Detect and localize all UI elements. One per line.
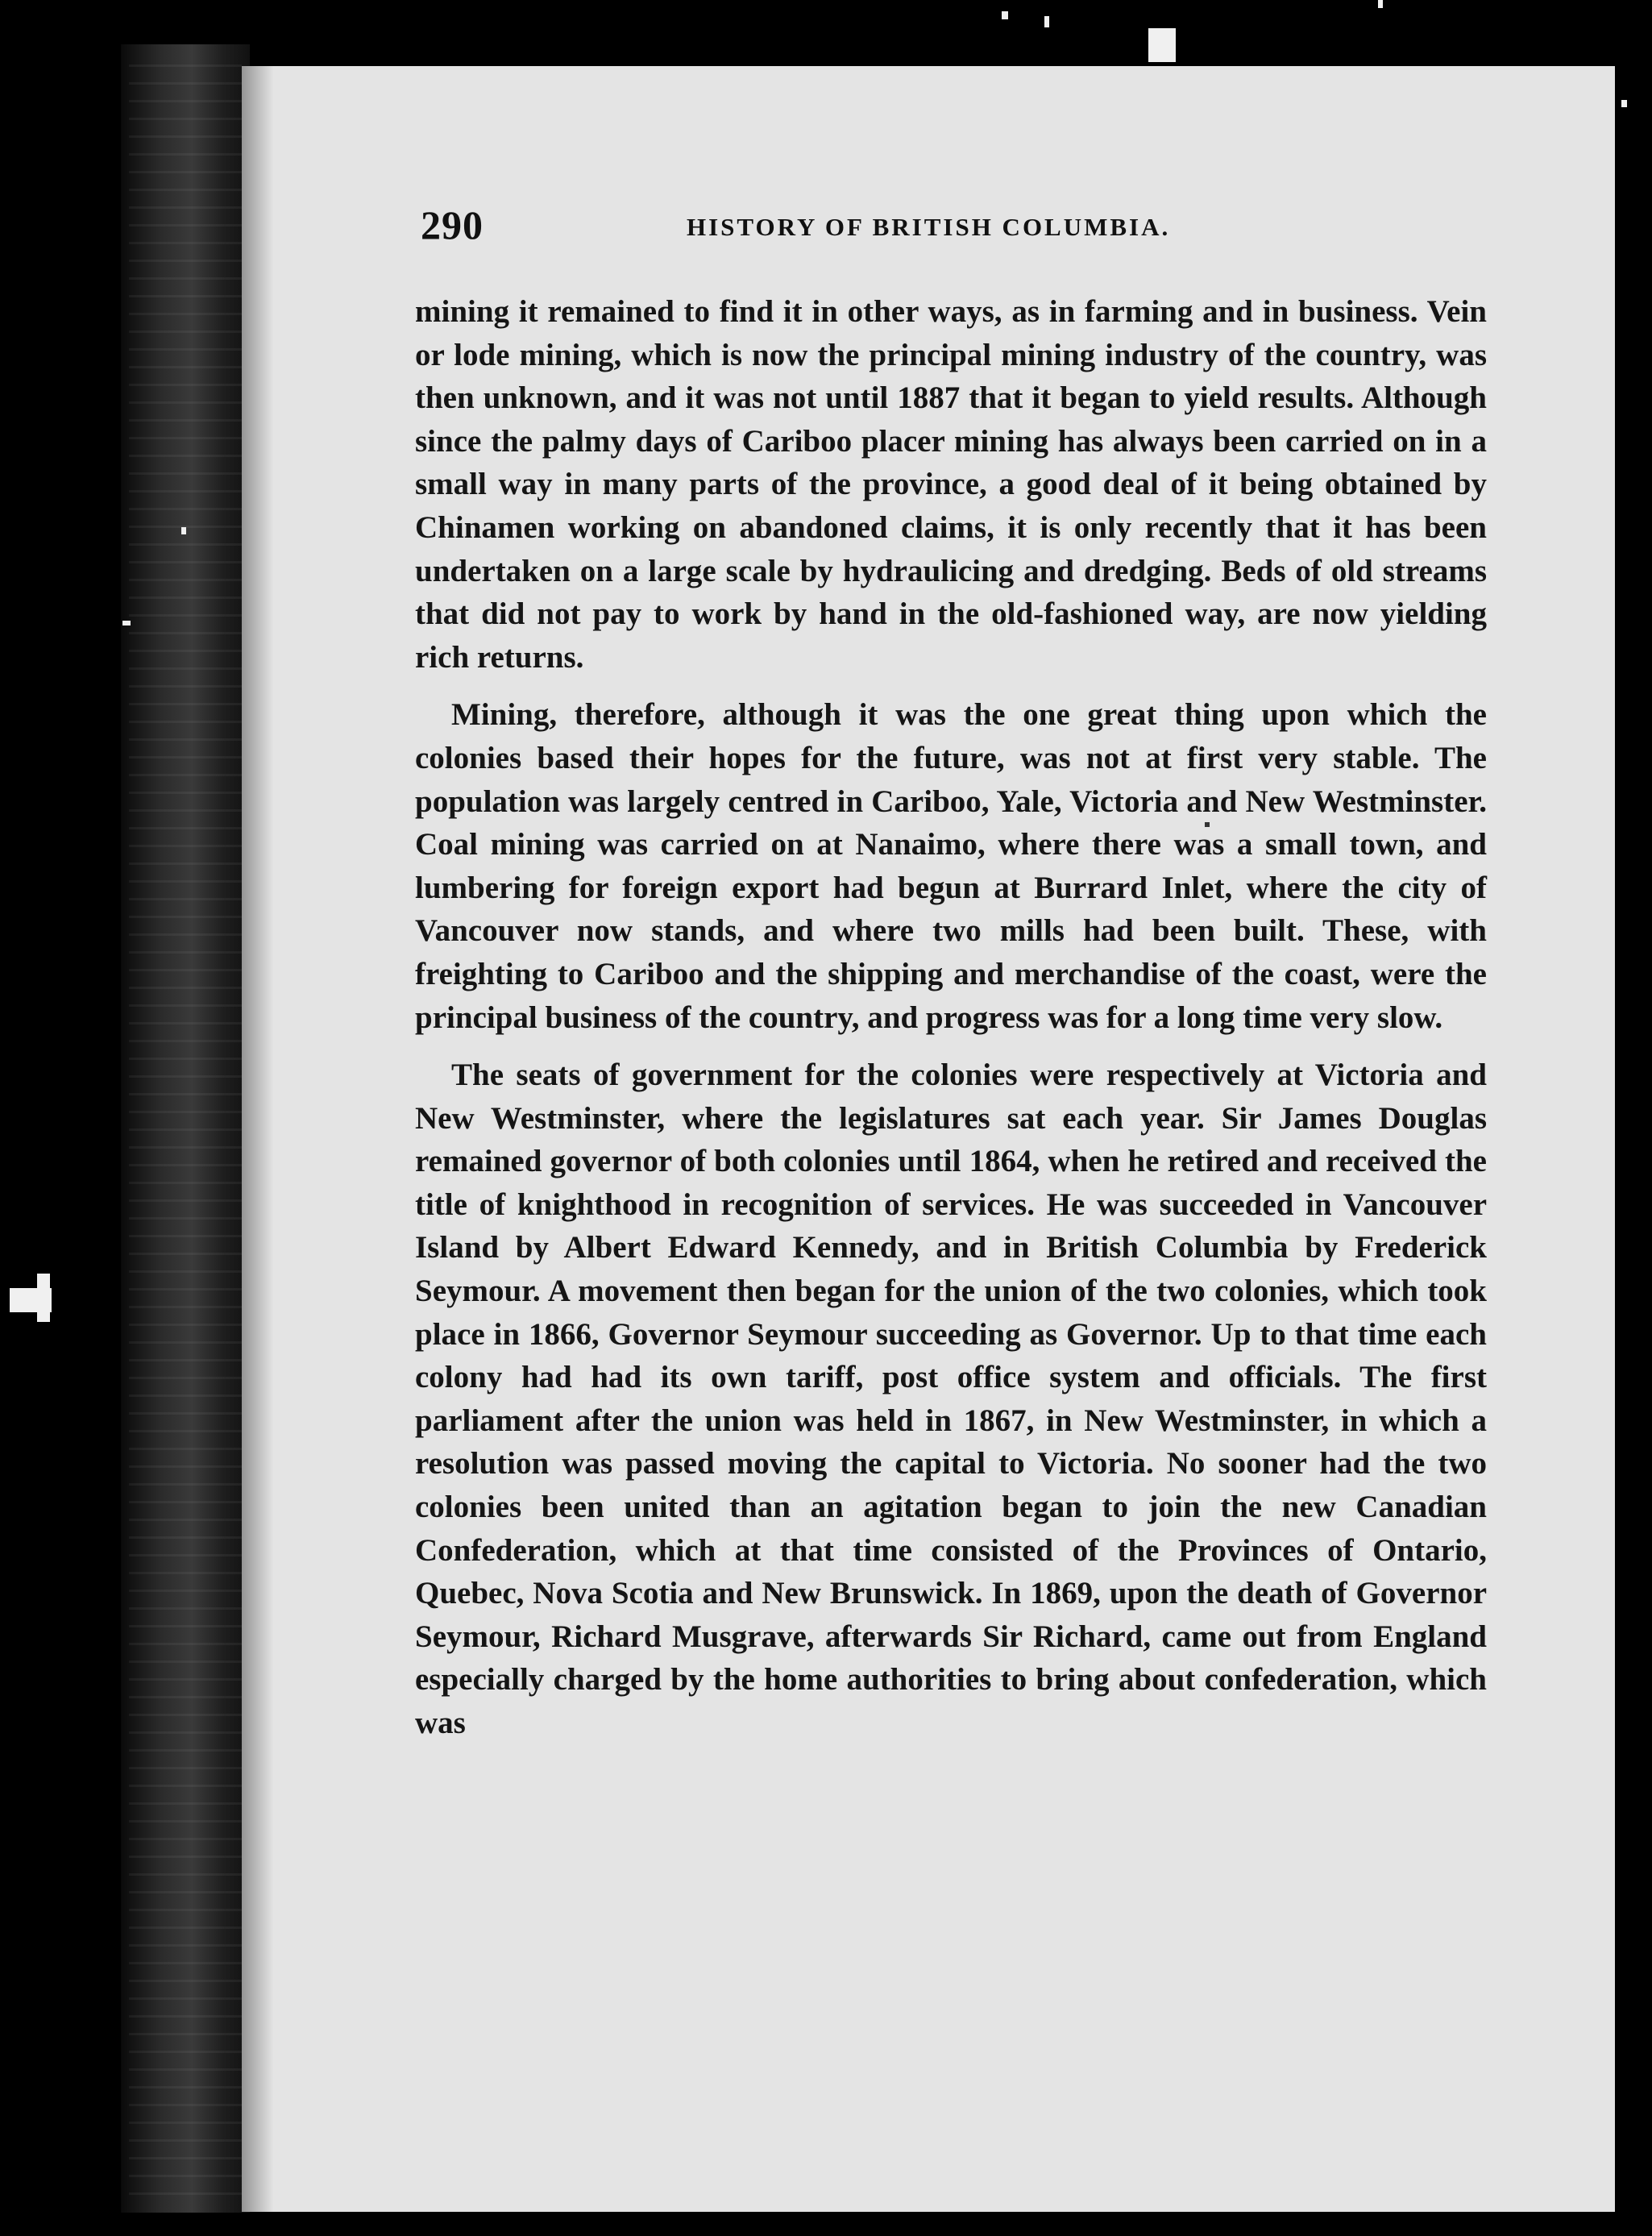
page-number: 290 bbox=[421, 202, 484, 247]
page-header bbox=[421, 202, 1235, 258]
dust-speck bbox=[1148, 28, 1176, 62]
gutter-shadow bbox=[242, 66, 274, 2212]
body-text bbox=[415, 290, 1487, 1760]
dust-speck bbox=[37, 1274, 50, 1322]
dust-speck bbox=[1002, 11, 1008, 19]
paragraph: mining it remained to find it in other ways, as in farming and in business. Vein or lode mining, which is now the principal mining industry of the country, was then unknown, and it was not until 1887 that it began to yield results. Although since the palmy days of Cariboo placer mining has always been carried on in a small way in many parts of the province, a good deal of it being obtained by Chinamen working on abandoned claims, it is only recently that it has been undertaken on a large scale by hydraulicing and dredging. Beds of old streams that did not pay to work by hand in the old-fashioned way, are now yielding rich returns. bbox=[415, 294, 1487, 675]
spine-texture bbox=[129, 64, 242, 2201]
dust-speck bbox=[1621, 100, 1627, 107]
dust-speck bbox=[181, 527, 186, 534]
dust-speck bbox=[1044, 16, 1049, 27]
dust-speck bbox=[1378, 0, 1383, 8]
paragraph: The seats of government for the colonies were respectively at Victoria and New Westminster, where the legislatures sat each year. Sir James Douglas remained governor of both colonies until 1864, when he retired and received the title of knighthood in recognition of services. He was succeeded in Vancouver Island by Albert Edward Kennedy, and in British Columbia by Frederick Seymour. A movement then began for the union of the two colonies, which took place in 1866, Governor Seymour succeeding as Governor. Up to that time each colony had had its own tariff, post office system and officials. The first parliament after the union was held in 1867, in New Westminster, in which a resolution was passed moving the capital to Victoria. No sooner had the two colonies been united than an agitation began to join the new Canadian Confederation, which at that time consisted of the Provinces of Ontario, Quebec, Nova Scotia and New Brunswick. In 1869, upon the death of Governor Seymour, Richard Musgrave, afterwards Sir Richard, came out from England especially charged by the home authorities to bring about confederation, which was bbox=[415, 1058, 1487, 1740]
running-title: HISTORY OF BRITISH COLUMBIA. bbox=[687, 213, 1171, 241]
dust-speck bbox=[122, 621, 131, 625]
paragraph: Mining, therefore, although it was the one great thing upon which the colonies based their hopes for the future, was not at first very stable. The population was largely centred in Cariboo, Yale, Victoria and New Westminster. Coal mining was carried on at Nanaimo, where there was a small town, and lumbering for foreign export had begun at Burrard Inlet, where the city of Vancouver now stands, and where two mills had been built. These, with freighting to Cariboo and the shipping and merchandise of the coast, were the principal business of the country, and progress was for a long time very slow. bbox=[415, 697, 1487, 1035]
